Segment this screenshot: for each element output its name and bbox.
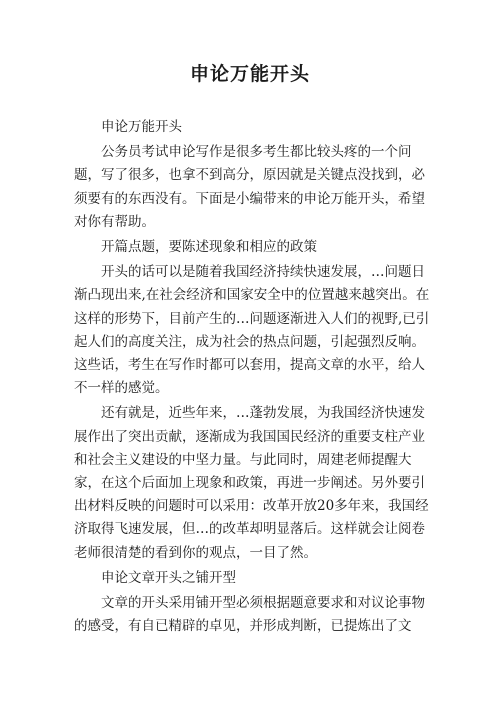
paragraph: 开头的话可以是随着我国经济持续快速发展，…问题日渐凸现出来,在社会经济和国家安全中的位置越来越突出。在这样的形势下，目前产生的…问题逐渐进入人们的视野,已引起人们的高度关注，成为社会的热点问题，引起强烈反响。这些话，考生在写作时都可以套用，提高文章的水平，给人不一样的感觉。: [74, 264, 430, 397]
paragraph: 申论文章开头之铺开型: [101, 569, 236, 586]
paragraph: 文章的开头采用铺开型必须根据题意要求和对议论事物的感受，有自已精辟的卓见，并形成判断，已提炼出了文: [74, 595, 425, 635]
paragraph: 开篇点题，要陈述现象和相应的政策: [101, 239, 317, 256]
paragraph: 公务员考试申论写作是很多考生都比较头疼的一个问题，写了很多，也拿不到高分，原因就是关键点没找到，必须要有的东西没有。下面是小编带来的申论万能开头，希望对你有帮助。: [74, 144, 425, 230]
paragraph: 还有就是，近些年来，…蓬勃发展，为我国经济快速发展作出了突出贡献，逐渐成为我国国民经济的重要支柱产业和社会主义建设的中坚力量。与此同时，周建老师提醒大家，在这个后面加上现象和政策，再进一步阐述。另外要引出材料反映的问题时可以采用：改革开放20多年来，我国经济取得飞速发展，但…的改革却明显落后。这样就会让阅卷老师很清楚的看到你的观点，一目了然。: [74, 405, 429, 561]
document-title: 申论万能开头: [189, 63, 310, 85]
document-body: [74, 116, 438, 640]
paragraph: 申论万能开头: [101, 119, 182, 135]
